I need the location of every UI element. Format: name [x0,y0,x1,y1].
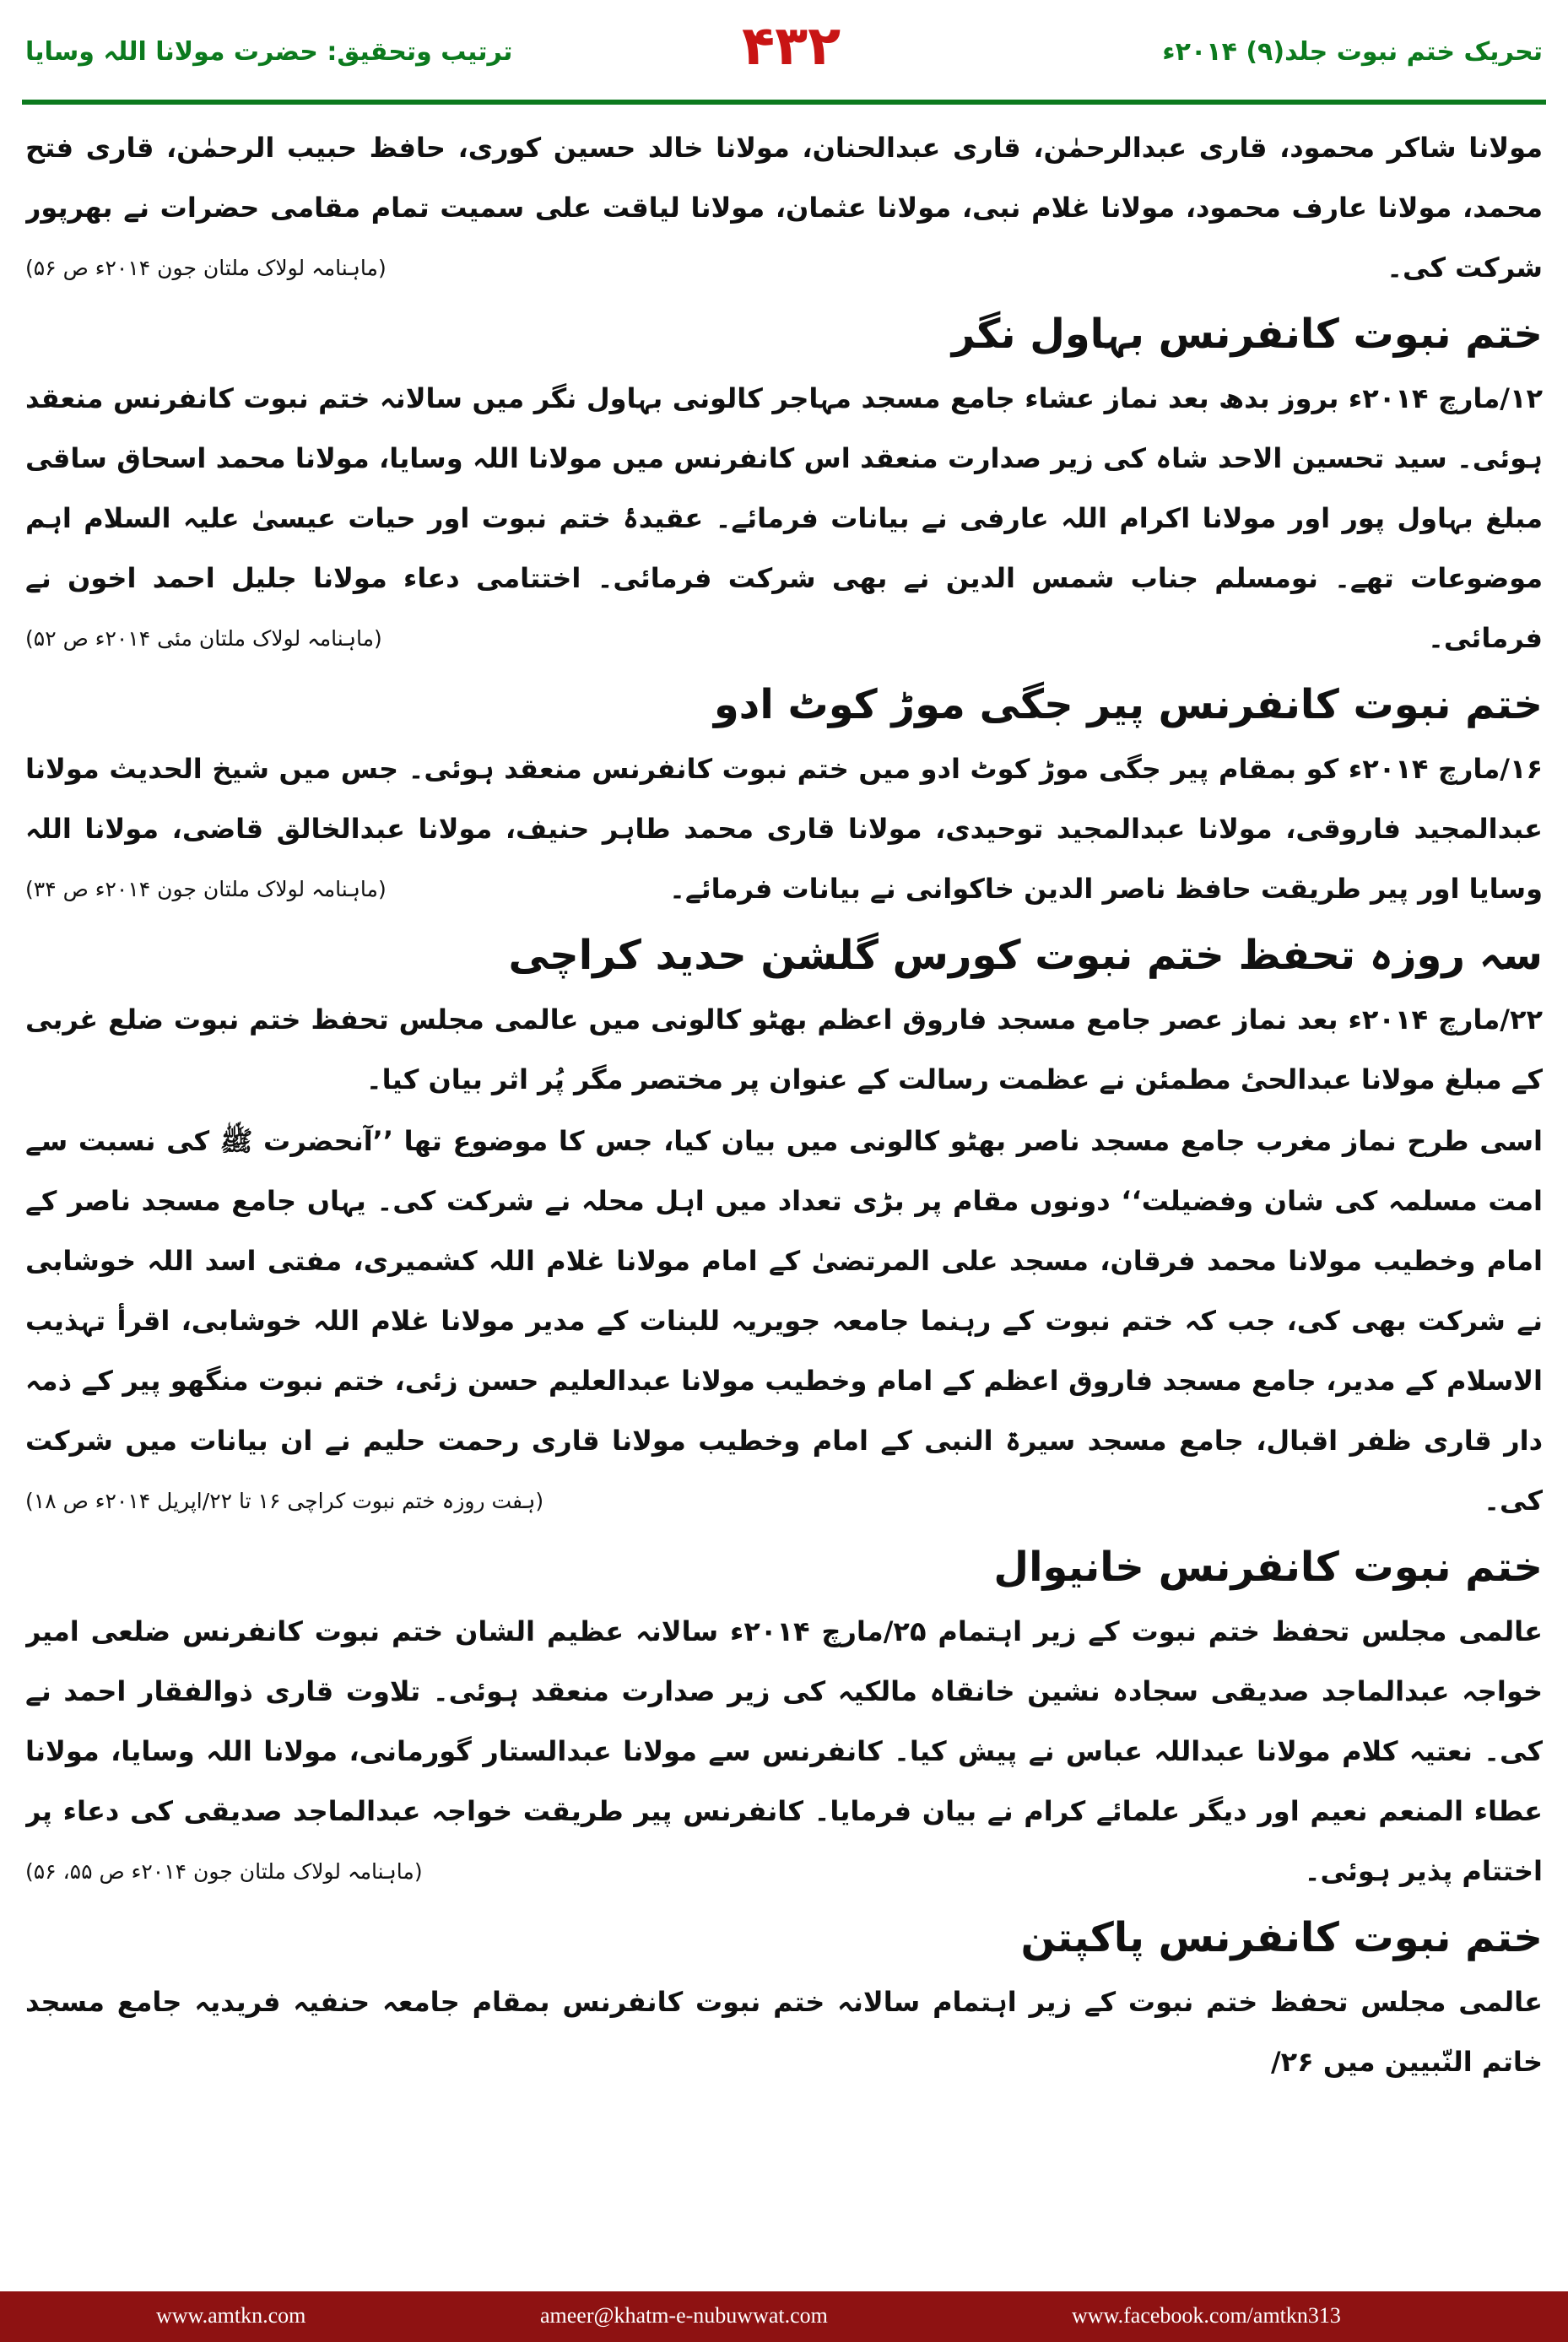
citation: (ماہنامہ لولاک ملتان جون ۲۰۱۴ء ص ۵۶) [25,256,387,280]
email-link[interactable]: ameer@khatm-e-nubuwwat.com [540,2303,828,2328]
page-header [0,0,1568,108]
facebook-link[interactable]: www.facebook.com/amtkn313 [1072,2303,1341,2328]
paragraph-text: عالمی مجلس تحفظ ختم نبوت کے زیر اہتمام ۲۵/مارچ ۲۰۱۴ء سالانہ عظیم الشان ختم نبوت کانفرنس ضلعی امیر خواجہ عبدالماجد صدیقی سجادہ نشین خانقاہ مالکیہ کی زیر صدارت منعقد ہوئی۔ تلاوت قاری ذوالفقار احمد نے کی۔ نعتیہ کلام مولانا عبداللہ عباس نے پیش کیا۔ کانفرنس سے مولانا عبدالستار گورمانی، مولانا اللہ وسایا، مولانا عطاء المنعم نعیم اور دیگر علمائے کرام نے بیان فرمایا۔ کانفرنس پیر طریقت خواجہ عبدالماجد صدیقی کی دعاء پر اختتام پذیر ہوئی۔ [25,1615,1543,1887]
paragraph [25,1602,1543,1901]
compiler-credit: ترتیب وتحقیق: حضرت مولانا اللہ وسایا [25,37,513,67]
header-rule [22,100,1546,105]
paragraph [25,990,1543,1110]
citation: (ماہنامہ لولاک ملتان جون ۲۰۱۴ء ص ۵۵، ۵۶) [25,1859,423,1884]
section-heading: ختم نبوت کانفرنس بہاول نگر [951,311,1543,358]
paragraph-text: ۲۲/مارچ ۲۰۱۴ء بعد نماز عصر جامع مسجد فاروق اعظم بھٹو کالونی میں عالمی مجلس تحفظ ختم نبوت ضلع غربی کے مبلغ مولانا عبدالحیٔ مطمئن نے عظمت رسالت کے عنوان پر مختصر مگر پُر اثر بیان کیا۔ [25,1003,1543,1095]
page-number: ۴۳۲ [742,15,841,78]
paragraph-text: ۱۲/مارچ ۲۰۱۴ء بروز بدھ بعد نماز عشاء جامع مسجد مہاجر کالونی بہاول نگر میں سالانہ ختم نبوت کانفرنس منعقد ہوئی۔ سید تحسین الاحد شاہ کی زیر صدارت منعقد اس کانفرنس میں مولانا اللہ وسایا، مولانا محمد اسحاق ساقی مبلغ بہاول پور اور مولانا اکرام اللہ عارفی نے بیانات فرمائے۔ عقیدۂ ختم نبوت اور حیات عیسیٰ علیہ السلام اہم موضوعات تھے۔ نومسلم جناب شمس الدین نے بھی شرکت فرمائی۔ اختتامی دعاء مولانا جلیل احمد اخون نے فرمائی۔ [25,382,1543,654]
section-heading: ختم نبوت کانفرنس پیر جگی موڑ کوٹ ادو [713,681,1543,728]
paragraph-text: مولانا شاکر محمود، قاری عبدالرحمٰن، قاری عبدالحنان، مولانا خالد حسین کوری، حافظ حبیب الرحمٰن، قاری فتح محمد، مولانا عارف محمود، مولانا غلام نبی، مولانا عثمان، مولانا لیاقت علی سمیت تمام مقامی حضرات نے بھرپور شرکت کی۔ [25,132,1543,284]
section-heading: ختم نبوت کانفرنس خانیوال [993,1544,1543,1591]
section-heading: ختم نبوت کانفرنس پاکپتن [1020,1914,1543,1961]
paragraph [25,1112,1543,1531]
citation: (ماہنامہ لولاک ملتان جون ۲۰۱۴ء ص ۳۴) [25,877,387,901]
paragraph [25,1972,1543,2092]
paragraph-text: ۱۶/مارچ ۲۰۱۴ء کو بمقام پیر جگی موڑ کوٹ ادو میں ختم نبوت کانفرنس منعقد ہوئی۔ جس میں شیخ الحدیث مولانا عبدالمجید فاروقی، مولانا عبدالمجید توحیدی، مولانا قاری محمد طاہر حنیف، مولانا عبدالخالق قاضی، مولانا اللہ وسایا اور پیر طریقت حافظ ناصر الدین خاکوانی نے بیانات فرمائے۔ [25,753,1543,905]
website-link[interactable]: www.amtkn.com [156,2303,306,2328]
paragraph-continued [25,118,1543,298]
citation: (ہفت روزہ ختم نبوت کراچی ۱۶ تا ۲۲/اپریل ۲۰۱۴ء ص ۱۸) [25,1489,544,1513]
paragraph [25,739,1543,919]
paragraph [25,369,1543,668]
paragraph-text: عالمی مجلس تحفظ ختم نبوت کے زیر اہتمام سالانہ ختم نبوت کانفرنس بمقام جامعہ حنفیہ فریدیہ جامع مسجد خاتم النّبیین میں ۲۶/ [25,1986,1543,2078]
page-body [25,118,1543,2266]
book-title: تحریک ختم نبوت جلد(۹) ۲۰۱۴ء [1162,37,1543,67]
paragraph-text: اسی طرح نماز مغرب جامع مسجد ناصر بھٹو کالونی میں بیان کیا، جس کا موضوع تھا ’’آنحضرت ﷺ کی نسبت سے امت مسلمہ کی شان وفضیلت‘‘ دونوں مقام پر بڑی تعداد میں اہل محلہ نے شرکت کی۔ یہاں جامع مسجد ناصر کے امام وخطیب مولانا محمد فرقان، مسجد علی المرتضیٰ کے امام مولانا غلام اللہ کشمیری، مفتی اسد اللہ خوشابی نے شرکت بھی کی، جب کہ ختم نبوت کے رہنما جامعہ جویریہ للبنات کے مدیر مولانا غلام اللہ خوشابی، اقرأ تہذیب الاسلام کے مدیر، جامع مسجد فاروق اعظم کے امام وخطیب مولانا عبدالعلیم حسن زئی، ختم نبوت منگھو پیر کے ذمہ دار قاری ظفر اقبال، جامع مسجد سیرۃ النبی کے امام وخطیب مولانا قاری رحمت حلیم نے ان بیانات میں شرکت کی۔ [25,1125,1543,1517]
section-heading: سہ روزہ تحفظ ختم نبوت کورس گلشن حدید کراچی [508,932,1543,979]
page-footer [0,2291,1568,2342]
citation: (ماہنامہ لولاک ملتان مئی ۲۰۱۴ء ص ۵۲) [25,626,382,651]
